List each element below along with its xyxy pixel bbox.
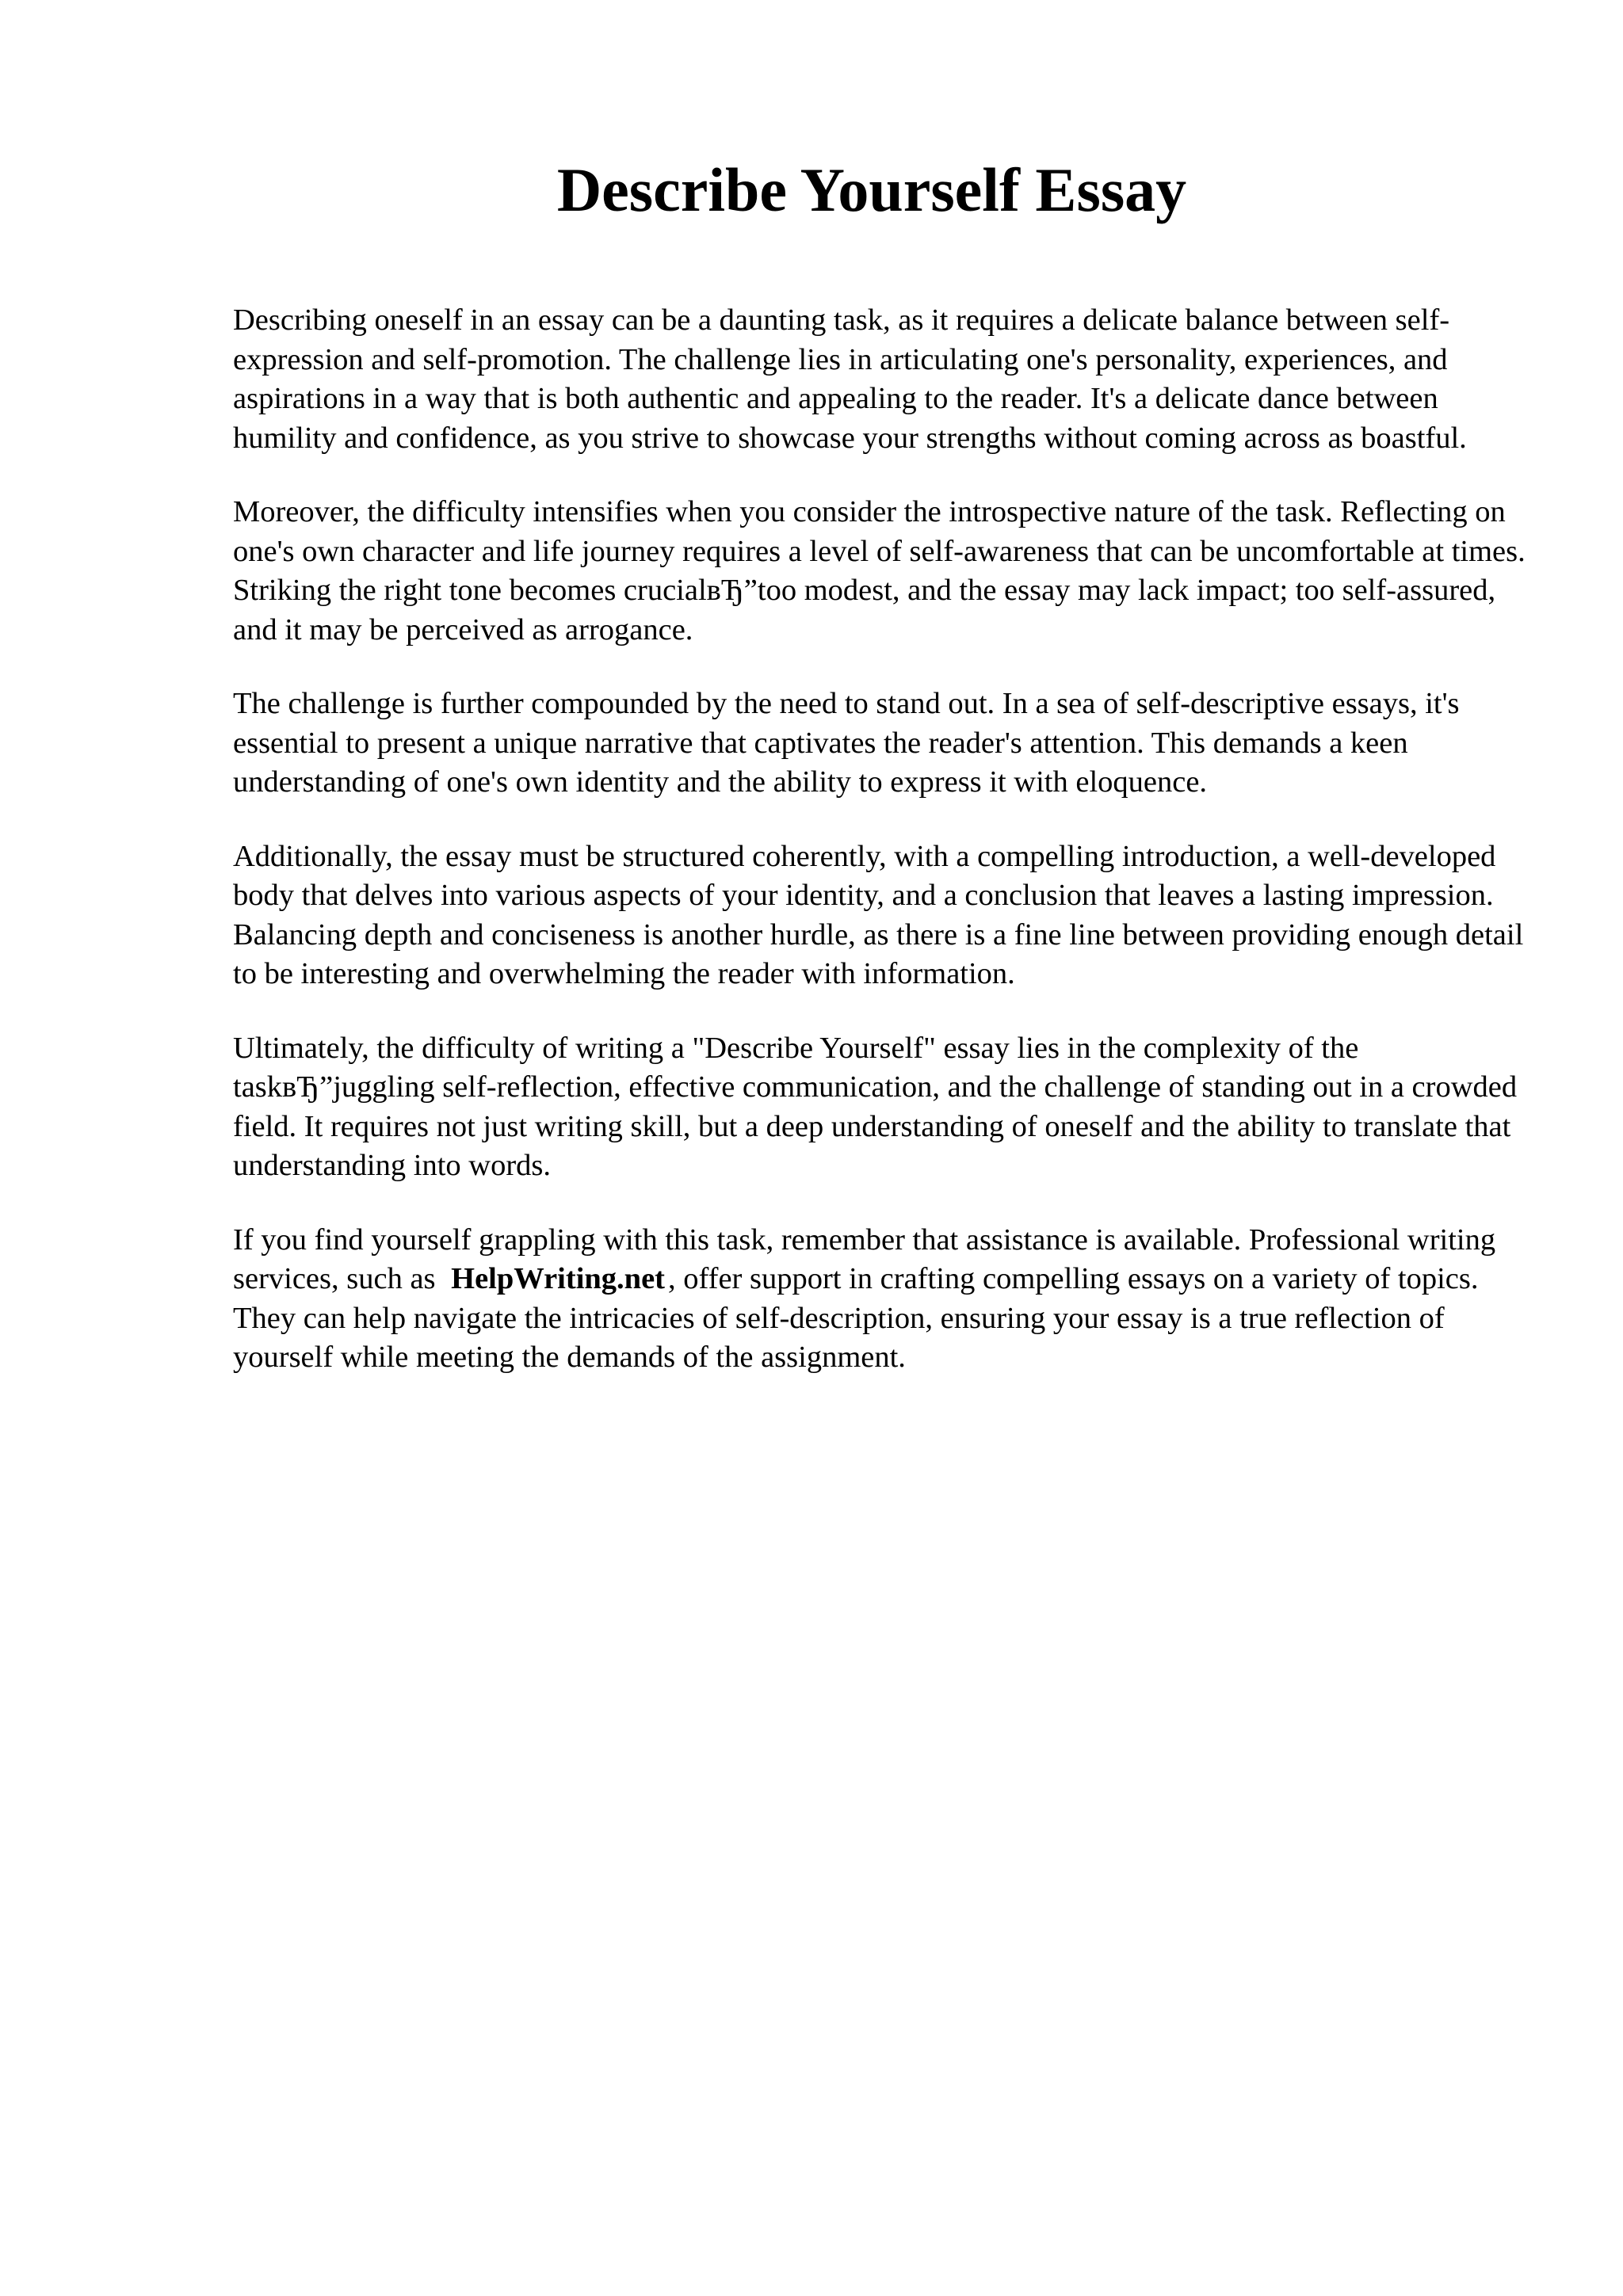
- paragraph-6: [233, 1221, 1533, 1378]
- paragraph-2: Moreover, the difficulty intensifies when you consider the introspective nature of the task. Reflecting on one's own character and life journey requires a level of self-awareness that can be uncomfortable at times. Striking the right tone becomes crucialвЂ”too modest, and the essay may lack impact; too self-assured, and it may be perceived as arrogance.: [233, 495, 1526, 646]
- document-title: Describe Yourself Essay: [556, 155, 1187, 224]
- brand-name: HelpWriting.net: [451, 1262, 665, 1295]
- paragraph-6-text-after: , offer support in crafting compelling essays on a variety of topics. They can help navigate the intricacies of self-description, ensuring your essay is a true reflection of yourself while meeting the demands of the assignment.: [233, 1262, 1479, 1374]
- paragraph-4: Additionally, the essay must be structured coherently, with a compelling introduction, a well-developed body that delves into various aspects of your identity, and a conclusion that leaves a lasting impression. Balancing depth and conciseness is another hurdle, as there is a fine line between providing enough detail to be interesting and overwhelming the reader with information.: [233, 839, 1524, 990]
- paragraph-3: The challenge is further compounded by the need to stand out. In a sea of self-descriptive essays, it's essential to present a unique narrative that captivates the reader's attention. This demands a keen understanding of one's own identity and the ability to express it with eloquence.: [233, 687, 1460, 799]
- paragraph-1: Describing oneself in an essay can be a daunting task, as it requires a delicate balance between self-expression and self-promotion. The challenge lies in articulating one's personality, experiences, and aspirations in a way that is both authentic and appealing to the reader. It's a delicate dance between humility and confidence, as you strive to showcase your strengths without coming across as boastful.: [233, 303, 1467, 455]
- document-body: [233, 301, 1533, 1413]
- paragraph-6-text-before: If you find yourself grappling with this task, remember that assistance is available. Professional writing services, such as: [233, 1222, 1496, 1295]
- paragraph-5: Ultimately, the difficulty of writing a "Describe Yourself" essay lies in the complexity of the taskвЂ”juggling self-reflection, effective communication, and the challenge of standing out in a crowded field. It requires not just writing skill, but a deep understanding of oneself and the ability to translate that understanding into words.: [233, 1031, 1518, 1182]
